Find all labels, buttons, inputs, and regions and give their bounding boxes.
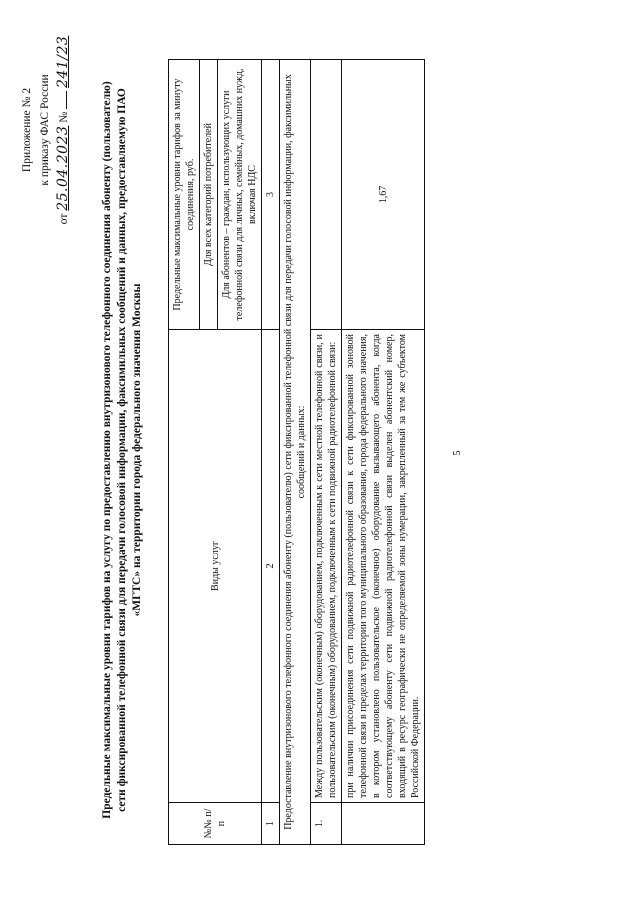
index-cell: 1 — [262, 803, 280, 845]
header-all-consumers: Для всех категорий потребителей — [200, 60, 218, 330]
page-number: 5 — [452, 450, 463, 456]
order-date-number: от 25.04.2023 № 241/23 — [55, 35, 71, 225]
index-cell: 2 — [262, 330, 280, 803]
header-services: Виды услуг — [169, 330, 262, 803]
order-reference: к приказу ФАС России — [39, 74, 51, 186]
tariff-value: 1,67 — [342, 60, 425, 330]
order-number-signature: 241/23 — [55, 35, 71, 88]
appendix-number: Приложение № 2 — [21, 87, 33, 173]
table-section-row — [280, 60, 311, 845]
section-heading: Предоставление внутризонового телефонного соединения абоненту (пользователю) сети фиксированной телефонной связи для передачи голосовой информации, факсимильных сообщений и данных: — [280, 60, 311, 845]
row-service-text: при наличии присоединения сети подвижной радиотелефонной связи к сети фиксированной зоновой телефонной связи в пределах территории того муниципального образования, города федерального значения, в котором установлено пользовательское (оконечное) оборудование вызывающего абонента, когда соответствующему абоненту сети подвижной радиотелефонной связи выделен абонентский номер, входящий в ресурс географически не определяемой зоны нумерации, закрепленный за тем же субъектом Российской Федерации. — [342, 330, 425, 803]
appendix-header — [18, 15, 73, 245]
row-service-text: Между пользовательским (оконечным) оборудованием, подключенным к сети местной телефонной связи, и пользовательским (оконечным) оборудованием, подключенным к сети подвижной радиотелефонной связи: — [311, 330, 342, 803]
index-cell: 3 — [262, 60, 280, 330]
header-tariffs: Предельные максимальные уровни тарифов за минуту соединения, руб. — [169, 60, 200, 330]
document-title: Предельные максимальные уровни тарифов на услугу по предоставлению внутризонового телефонного соединения абоненту (пользователю) сети фиксированной телефонной связи для передачи голосовой информации, факсимильных сообщений и данных, предоставляемую ПАО «МГТС» на территории города федерального значения Москвы — [101, 81, 143, 819]
table-header-row — [169, 60, 200, 845]
table-row — [311, 60, 342, 845]
table-index-row — [262, 60, 280, 845]
header-citizens: Для абонентов – граждан, использующих услуги телефонной связи для личных, семейных, домашних нужд, включая НДС — [218, 60, 262, 330]
row-number: 1. — [311, 803, 342, 845]
header-number: №№ п/п — [169, 803, 262, 845]
tariff-table — [168, 59, 425, 845]
order-date-signature: 25.04.2023 — [55, 125, 71, 211]
table-row — [342, 60, 425, 845]
